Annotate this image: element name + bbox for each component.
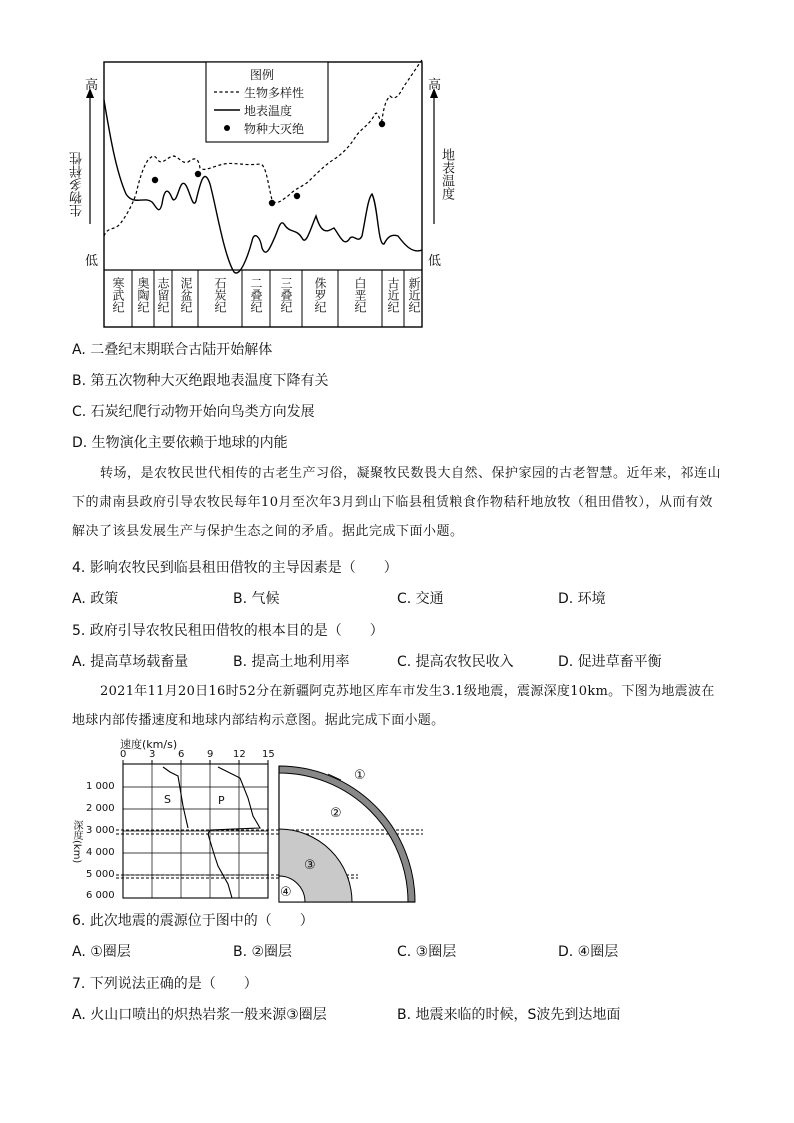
period-label: 侏罗纪 bbox=[313, 277, 327, 313]
q3-option-a: A. 二叠纪末期联合古陆开始解体 bbox=[72, 342, 273, 358]
extinction-dot bbox=[195, 171, 201, 177]
q7-stem: 7. 下列说法正确的是（ ） bbox=[72, 976, 258, 992]
q5-option-c: C. 提高农牧民收入 bbox=[397, 654, 514, 670]
right-high-label: 高 bbox=[428, 78, 442, 93]
layer-label-1: ① bbox=[354, 768, 366, 783]
layer-label-2: ② bbox=[330, 806, 342, 821]
extinction-dot bbox=[152, 177, 158, 183]
period-label: 寒武纪 bbox=[111, 277, 125, 313]
velocity-axis-title: 速度(km/s) bbox=[120, 738, 178, 751]
q6-option-b: B. ②圈层 bbox=[233, 944, 293, 960]
y-tick: 2 000 bbox=[86, 803, 115, 814]
left-axis-label: 生物多样性 bbox=[70, 152, 85, 217]
y-tick: 5 000 bbox=[86, 869, 115, 880]
q3-option-c: C. 石炭纪爬行动物开始向鸟类方向发展 bbox=[72, 404, 315, 420]
q6-option-d: D. ④圈层 bbox=[558, 944, 619, 960]
x-tick: 0 bbox=[120, 749, 127, 760]
depth-axis-label: 深度(km) bbox=[71, 820, 82, 864]
passage-earthquake: 2021年11月20日16时52分在新疆阿克苏地区库车市发生3.1级地震，震源深度10km。下图为地震波在地球内部传播速度和地球内部结构示意图。据此完成下面小题。 bbox=[72, 684, 715, 728]
q6-option-a: A. ①圈层 bbox=[72, 944, 131, 960]
q4-stem: 4. 影响农牧民到临县租田借牧的主导因素是（ ） bbox=[72, 560, 398, 576]
period-label: 泥盆纪 bbox=[179, 277, 193, 313]
y-tick: 3 000 bbox=[86, 825, 115, 836]
q7-option-a: A. 火山口喷出的炽热岩浆一般来源③圈层 bbox=[72, 1007, 327, 1023]
q4-option-a: A. 政策 bbox=[72, 591, 119, 607]
q6-stem: 6. 此次地震的震源位于图中的（ ） bbox=[72, 913, 314, 929]
layer-label-3: ③ bbox=[304, 858, 316, 873]
q4-option-d: D. 环境 bbox=[558, 591, 606, 607]
x-tick: 6 bbox=[178, 749, 185, 760]
q5-stem: 5. 政府引导农牧民租田借牧的根本目的是（ ） bbox=[72, 623, 384, 639]
seismic-wave-chart bbox=[68, 736, 428, 906]
q4-option-b: B. 气候 bbox=[233, 591, 280, 607]
period-label: 奥陶纪 bbox=[136, 277, 150, 313]
layer-label-4: ④ bbox=[280, 885, 292, 900]
period-label: 二叠纪 bbox=[249, 277, 263, 313]
period-label: 古近纪 bbox=[386, 277, 400, 313]
legend-extinction: 物种大灭绝 bbox=[244, 122, 305, 136]
seismic-chart-svg bbox=[68, 736, 428, 906]
x-tick: 9 bbox=[207, 749, 214, 760]
q4-option-c: C. 交通 bbox=[397, 591, 444, 607]
legend-biodiversity: 生物多样性 bbox=[244, 86, 305, 100]
y-tick: 6 000 bbox=[86, 890, 115, 901]
q5-option-a: A. 提高草场载畜量 bbox=[72, 654, 189, 670]
right-low-label: 低 bbox=[428, 254, 442, 269]
period-label: 石炭纪 bbox=[213, 277, 227, 313]
q7-option-b: B. 地震来临的时候，S波先到达地面 bbox=[397, 1007, 621, 1023]
x-tick: 3 bbox=[149, 749, 156, 760]
extinction-dot bbox=[379, 121, 385, 127]
right-axis-label: 地表温度 bbox=[439, 148, 454, 200]
q3-option-b: B. 第五次物种大灭绝跟地表温度下降有关 bbox=[72, 373, 329, 389]
legend-title: 图例 bbox=[250, 68, 275, 82]
q5-option-b: B. 提高土地利用率 bbox=[233, 654, 350, 670]
s-wave-label: S bbox=[164, 793, 171, 806]
period-label: 白垩纪 bbox=[353, 277, 367, 313]
legend-temperature: 地表温度 bbox=[244, 104, 293, 118]
left-high-label: 高 bbox=[85, 78, 99, 93]
extinction-dot bbox=[269, 200, 275, 206]
extinction-dot bbox=[294, 193, 300, 199]
x-tick: 12 bbox=[233, 749, 246, 760]
p-wave-label: P bbox=[218, 794, 225, 807]
period-label: 新近纪 bbox=[407, 277, 421, 313]
left-low-label: 低 bbox=[85, 254, 99, 269]
y-tick: 4 000 bbox=[86, 847, 115, 858]
q6-option-c: C. ③圈层 bbox=[397, 944, 457, 960]
q5-option-d: D. 促进草畜平衡 bbox=[558, 654, 662, 670]
x-tick: 15 bbox=[262, 749, 275, 760]
passage-transhumance: 转场，是农牧民世代相传的古老生产习俗，凝聚牧民数畏大自然、保护家园的古老智慧。近年来，祁连山下的肃南县政府引导农牧民每年10月至次年3月到山下临县租赁粮食作物秸秆地放牧（租田借牧），从而有效解决了该县发展生产与保护生态之间的矛盾。据此完成下面小题。 bbox=[72, 466, 722, 539]
period-label: 三叠纪 bbox=[279, 277, 293, 313]
q3-option-d: D. 生物演化主要依赖于地球的内能 bbox=[72, 435, 288, 451]
y-tick: 1 000 bbox=[86, 781, 115, 792]
biodiversity-temperature-chart bbox=[64, 56, 454, 331]
period-label: 志留纪 bbox=[156, 277, 170, 313]
